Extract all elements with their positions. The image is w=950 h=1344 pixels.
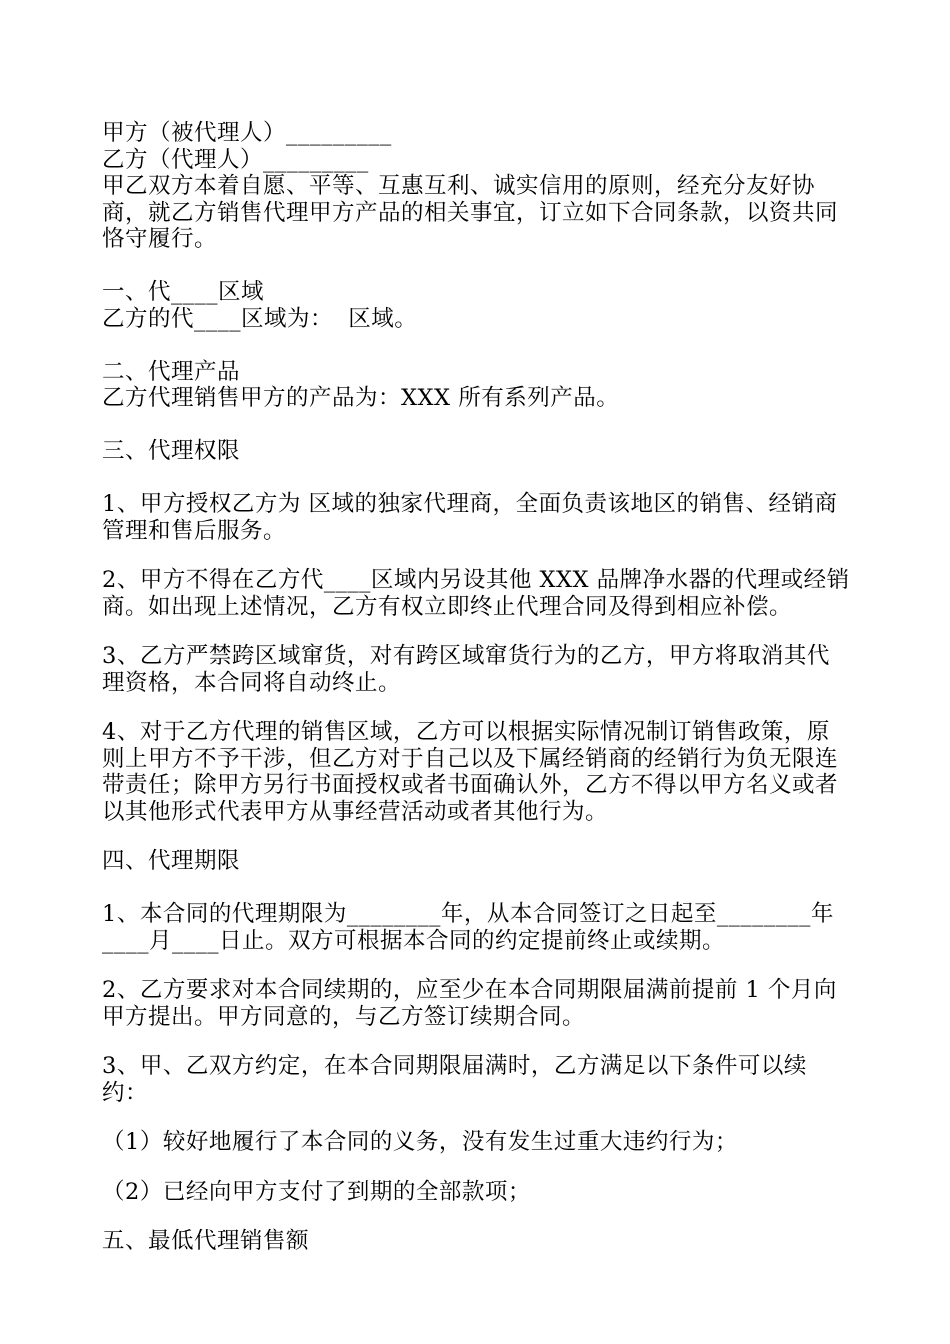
preamble-paragraph: 甲乙双方本着自愿、平等、互惠互利、诚实信用的原则，经充分友好协商，就乙方销售代理甲方产品的相关事宜，订立如下合同条款，以资共同恪守履行。 <box>102 173 839 252</box>
clause-paragraph: 1、甲方授权乙方为 区域的独家代理商，全面负责该地区的销售、经销商管理和售后服务。 <box>102 491 838 544</box>
party-b-line: 乙方（代理人）_________ <box>102 146 369 173</box>
clause-paragraph: 2、乙方要求对本合同续期的，应至少在本合同期限届满前提前 1 个月向甲方提出。甲方同意的，与乙方签订续期合同。 <box>102 977 837 1030</box>
section-heading: 一、代____区域 <box>102 279 265 305</box>
section-heading: 五、最低代理销售额 <box>102 1228 310 1254</box>
section-heading: 三、代理权限 <box>102 438 241 464</box>
section-heading: 四、代理期限 <box>102 848 241 874</box>
clause-paragraph: 1、本合同的代理期限为________年，从本合同签订之日起至________年____月____日止。双方可根据本合同的约定提前终止或续期。 <box>102 901 834 954</box>
party-a-line: 甲方（被代理人）_________ <box>102 120 392 146</box>
clause-paragraph: 3、甲、乙双方约定，在本合同期限届满时，乙方满足以下条件可以续约： <box>102 1053 807 1106</box>
clause-paragraph: 4、对于乙方代理的销售区域，乙方可以根据实际情况制订销售政策，原则上甲方不予干涉，但乙方对于自己以及下属经销商的经销行为负无限连带责任；除甲方另行书面授权或者书面确认外，乙方不得以甲方名义或者以其他形式代表甲方从事经营活动或者其他行为。 <box>102 719 839 825</box>
clause-paragraph: 2、甲方不得在乙方代____区域内另设其他 XXX 品牌净水器的代理或经销商。如出现上述情况，乙方有权立即终止代理合同及得到相应补偿。 <box>102 567 850 620</box>
sub-clause-paragraph: （1）较好地履行了本合同的义务，没有发生过重大违约行为； <box>102 1129 738 1155</box>
clause-paragraph: 3、乙方严禁跨区域窜货，对有跨区域窜货行为的乙方，甲方将取消其代理资格，本合同将自动终止。 <box>102 643 830 696</box>
sub-clause-paragraph: （2）已经向甲方支付了到期的全部款项； <box>102 1178 531 1205</box>
section-paragraph: 乙方代理销售甲方的产品为：XXX 所有系列产品。 <box>102 385 620 411</box>
contract-document <box>102 120 852 1255</box>
section-heading: 二、代理产品 <box>102 358 241 385</box>
section-paragraph: 乙方的代____区域为： 区域。 <box>102 305 418 332</box>
